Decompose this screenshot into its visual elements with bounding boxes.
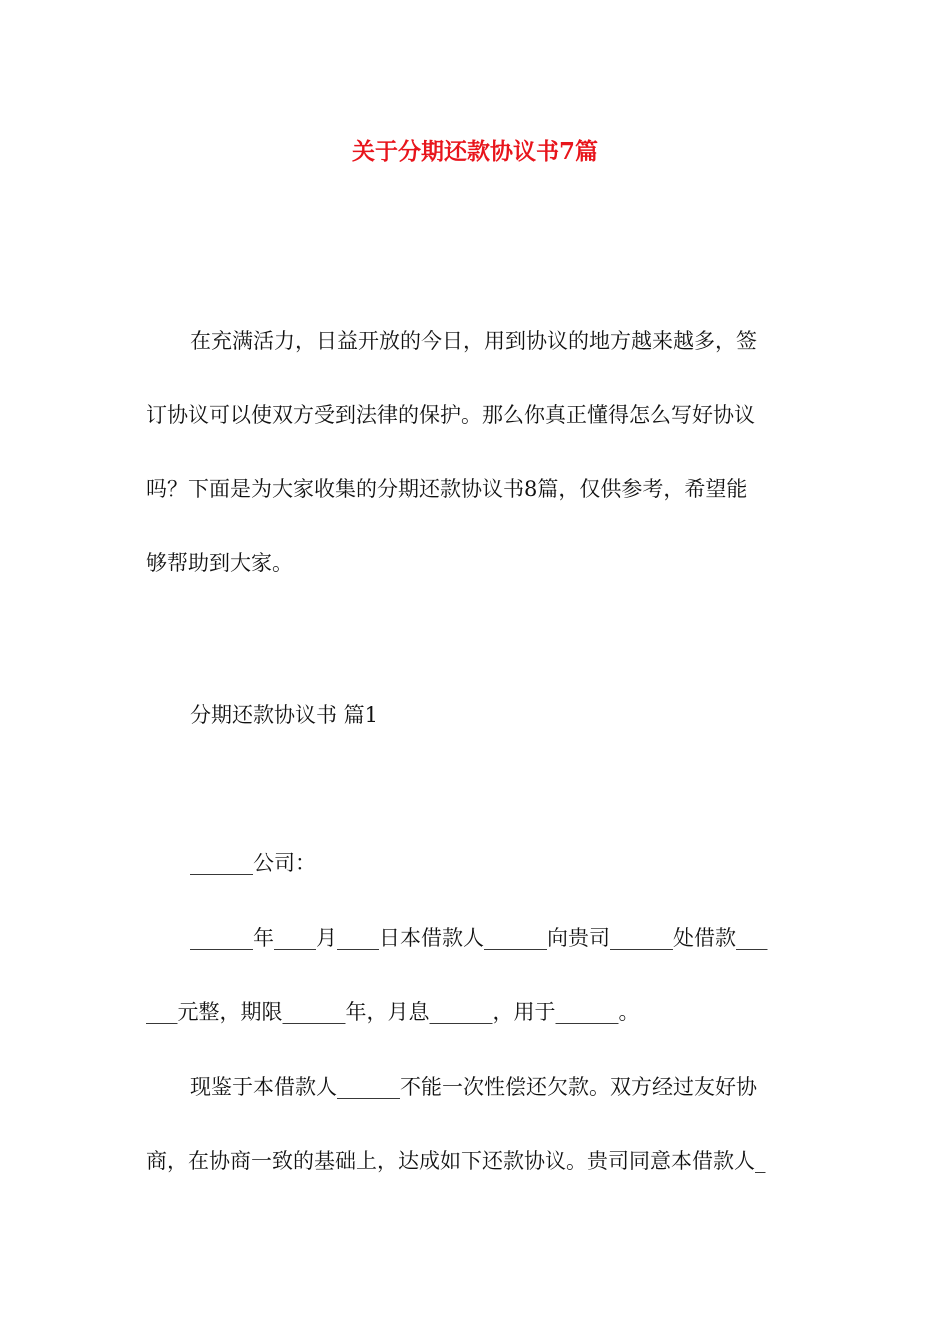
section-heading: 分期还款协议书 篇1 [190,703,379,727]
intro-line-2: 订协议可以使双方受到法律的保护。那么你真正懂得怎么写好协议 [146,403,755,427]
body-line-3: 现鉴于本借款人______不能一次性偿还欠款。双方经过友好协 [190,1075,757,1099]
intro-line-1: 在充满活力，日益开放的今日，用到协议的地方越来越多，签 [190,329,757,353]
intro-line-4: 够帮助到大家。 [146,551,293,575]
document-title: 关于分期还款协议书7篇 [351,138,598,165]
addressee-line: ______公司： [190,851,316,875]
body-line-1: ______年____月____日本借款人______向贵司______处借款___ [190,926,768,950]
body-line-2: ___元整，期限______年，月息______，用于______。 [146,1000,640,1024]
body-line-4: 商，在协商一致的基础上，达成如下还款协议。贵司同意本借款人_ [146,1149,766,1173]
intro-line-3: 吗？下面是为大家收集的分期还款协议书8篇，仅供参考，希望能 [146,477,748,501]
